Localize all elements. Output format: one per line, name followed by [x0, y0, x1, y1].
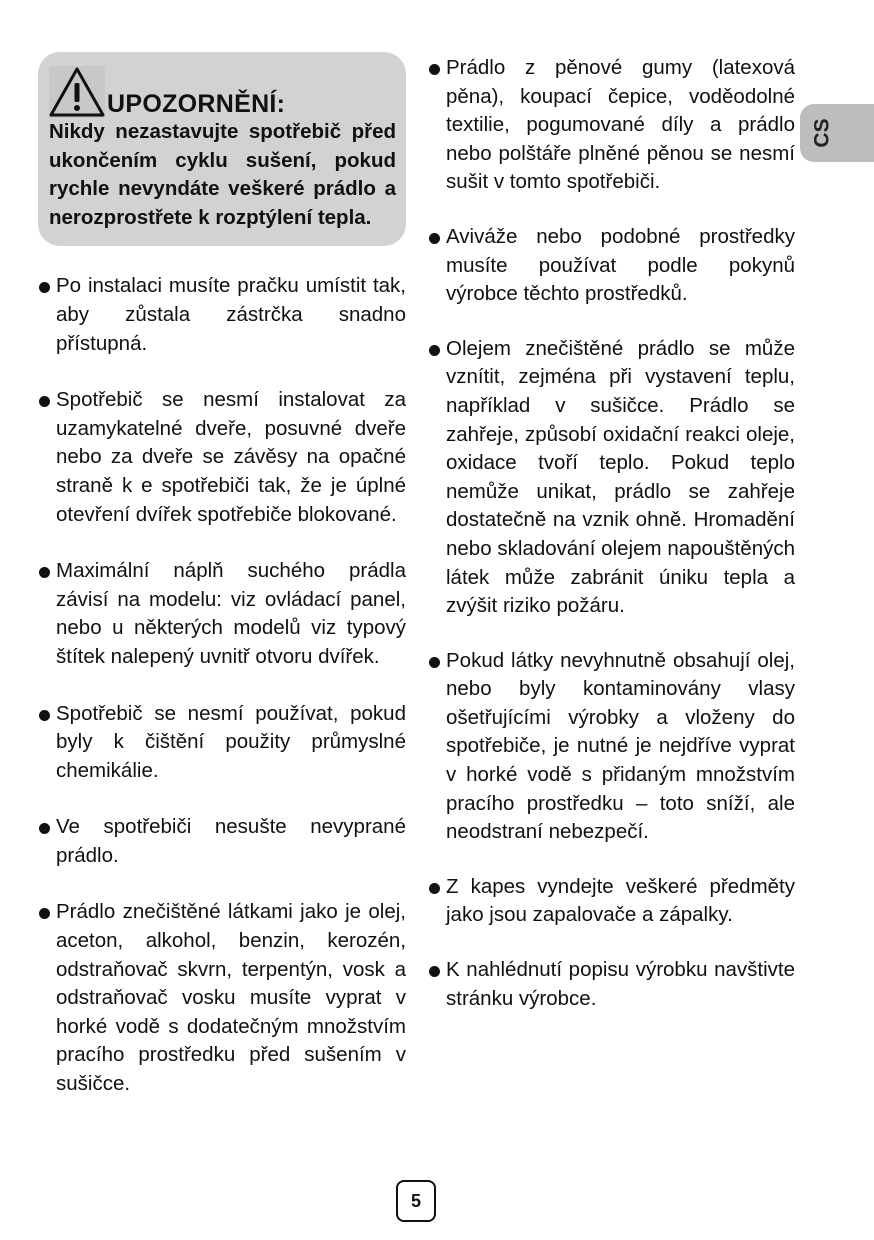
list-item: Maximální náplň suchého prádla závisí na modelu: viz ovládací panel, nebo u některých modelů viz typový štítek nalepený uvnitř otvoru dvířek.	[38, 557, 406, 671]
language-tab	[800, 104, 874, 162]
list-item: Z kapes vyndejte veškeré předměty jako jsou zapalovače a zápalky.	[428, 873, 795, 930]
list-item: Po instalaci musíte pračku umístit tak, aby zůstala zástrčka snadno přístupná.	[38, 272, 406, 358]
language-tab-label: CS	[810, 118, 834, 148]
list-item: Pokud látky nevyhnutně obsahují olej, nebo byly kontaminovány vlasy ošetřujícími výrobky a vloženy do spotřebiče, je nutné je nejdříve vyprat v horké vodě s přidaným množstvím pracího prostředku – toto sníží, ale neodstraní nebezpečí.	[428, 647, 795, 847]
warning-text: Nikdy nezastavujte spotřebič před ukončením cyklu sušení, pokud rychle nevyndáte veškeré prádlo a nerozprostřete k rozptýlení tepla.	[49, 120, 396, 229]
list-item: Prádlo z pěnové gumy (latexová pěna), koupací čepice, voděodolné textilie, pogumované díly a prádlo nebo polštáře plněné pěnou se nesmí sušit v tomto spotřebiči.	[428, 54, 795, 197]
warning-header	[49, 60, 396, 118]
warning-title: UPOZORNĚNÍ:	[107, 90, 286, 118]
list-item: Spotřebič se nesmí instalovat za uzamykatelné dveře, posuvné dveře nebo za dveře se závěsy na opačné straně k e spotřebiči tak, že je úplné otevření dvířek spotřebiče blokované.	[38, 386, 406, 529]
warning-box	[38, 52, 406, 246]
list-item: Aviváže nebo podobné prostředky musíte používat podle pokynů výrobce těchto prostředků.	[428, 223, 795, 309]
list-item: K nahlédnutí popisu výrobku navštivte stránku výrobce.	[428, 956, 795, 1013]
list-item: Prádlo znečištěné látkami jako je olej, aceton, alkohol, benzin, kerozén, odstraňovač skvrn, terpentýn, vosk a odstraňovač vosku musíte vyprat v horké vodě s dodatečným množstvím pracího prostředku před sušením v sušičce.	[38, 898, 406, 1098]
left-column	[38, 52, 406, 1127]
page-number: 5	[396, 1180, 436, 1222]
list-item: Olejem znečištěné prádlo se může vznítit, zejména při vystavení teplu, například v sušičce. Prádlo se zahřeje, způsobí oxidační reakci oleje, oxidace tvoří teplo. Pokud teplo nemůže unikat, prádlo se zahřeje dostatečně na vznik ohně. Hromadění nebo skladování olejem napouštěných látek může zabránit úniku tepla a zvýšit riziko požáru.	[428, 335, 795, 621]
right-column	[428, 54, 795, 1039]
list-item: Spotřebič se nesmí používat, pokud byly k čištění použity průmyslné chemikálie.	[38, 700, 406, 786]
warning-triangle-icon	[49, 66, 105, 118]
list-item: Ve spotřebiči nesušte nevyprané prádlo.	[38, 813, 406, 870]
